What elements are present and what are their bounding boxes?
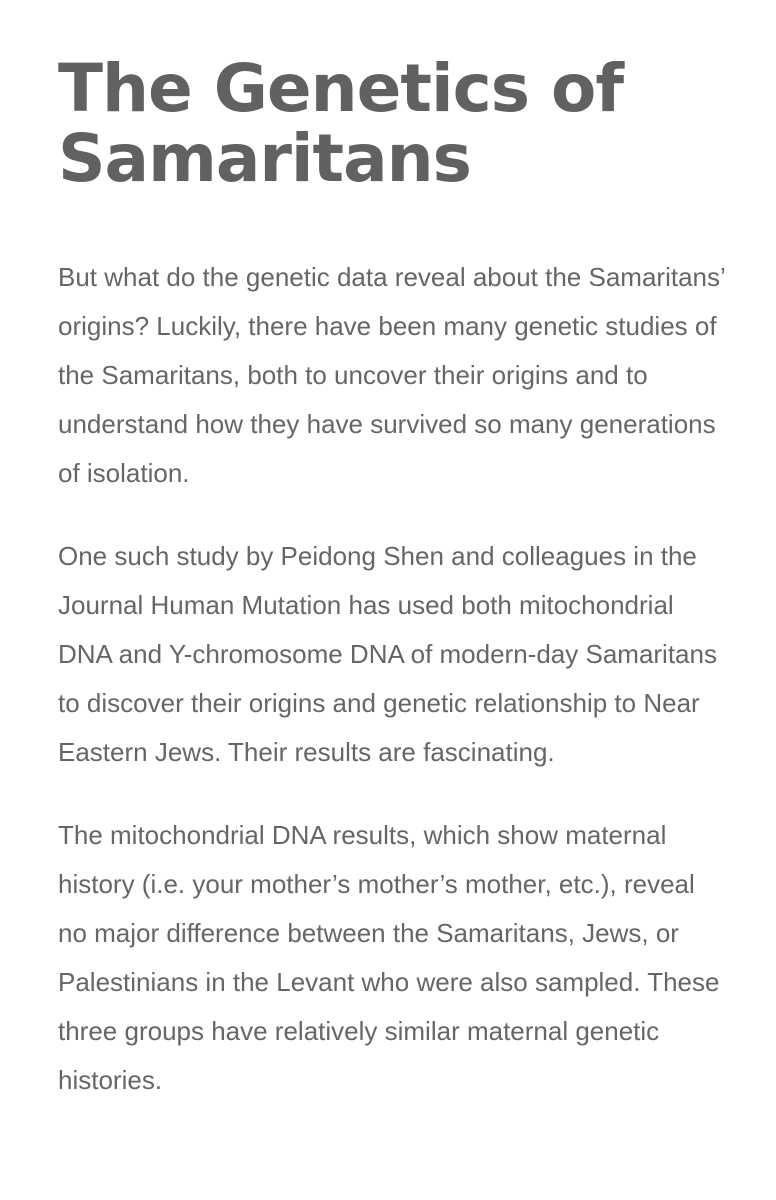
article-title: The Genetics of Samaritans [58, 50, 624, 197]
article-paragraph-2: One such study by Peidong Shen and colleagues in the Journal Human Mutation has used both mitochondrial DNA and Y-chromosome DNA of modern-day Samaritans to discover their origins and genetic relationship to Near Eastern Jews. Their results are fascinating. [58, 541, 717, 767]
article-body [58, 50, 728, 1105]
article-paragraph-3: The mitochondrial DNA results, which show maternal history (i.e. your mother’s mother’s mother, etc.), reveal no major difference between the Samaritans, Jews, or Palestinians in the Levant who were also sampled. These three groups have relatively similar maternal genetic histories. [58, 820, 720, 1095]
article-paragraph-1: But what do the genetic data reveal about the Samaritans’ origins? Luckily, there have been many genetic studies of the Samaritans, both to uncover their origins and to understand how they have survived so many generations of isolation. [58, 262, 725, 488]
